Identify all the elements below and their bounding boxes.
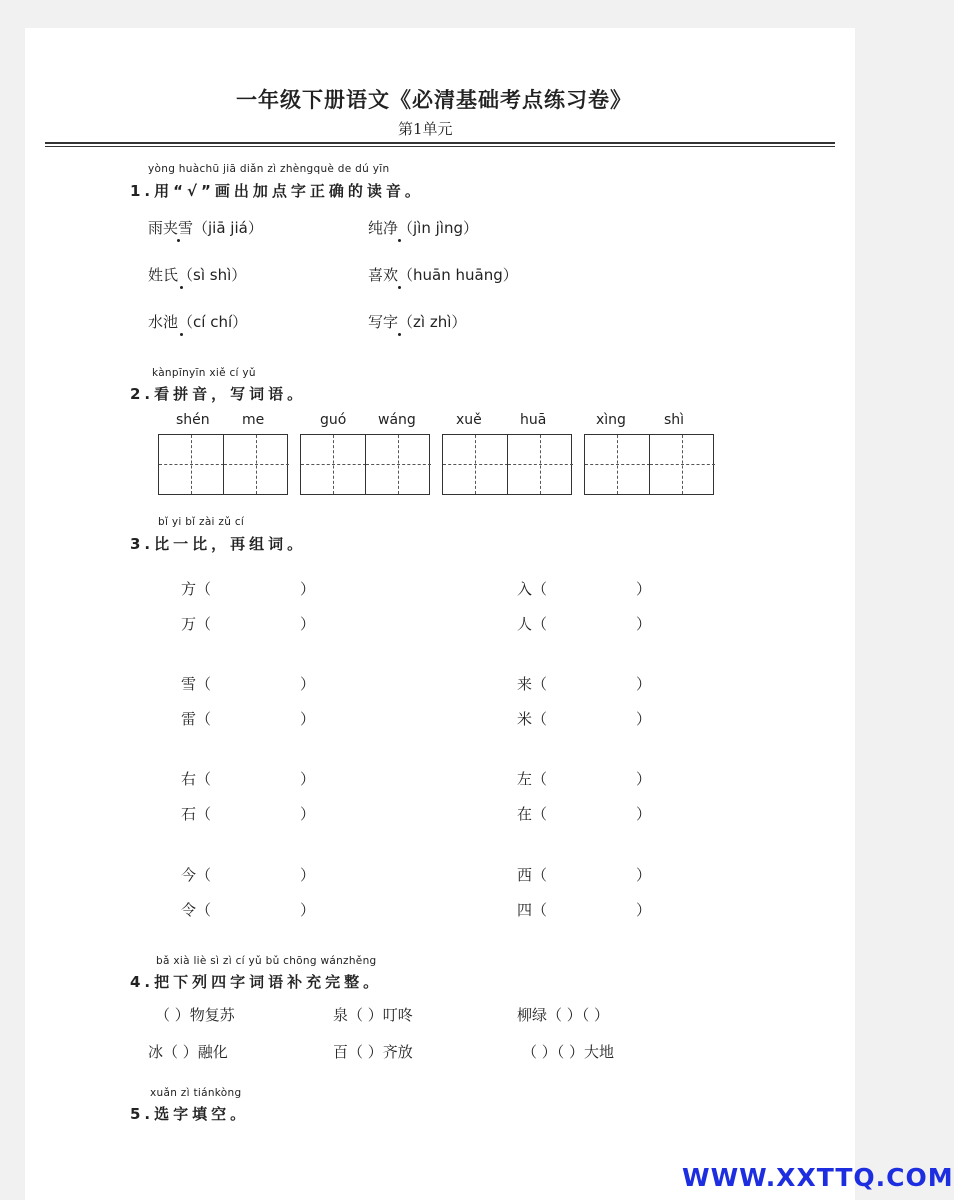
q3-char-right[interactable]: 来（: [517, 675, 548, 693]
q3-close: ）: [300, 866, 316, 884]
q1-word: 水池: [148, 313, 179, 331]
q1-item[interactable]: [148, 264, 246, 285]
q3-close: ）: [300, 901, 316, 919]
q1-item[interactable]: [368, 217, 478, 238]
emphasis-dot: [180, 286, 183, 289]
page-title: 一年级下册语文《必清基础考点练习卷》: [236, 87, 632, 112]
worksheet-page: [25, 28, 855, 1200]
q3-char-right[interactable]: 西（: [517, 866, 548, 884]
q3-char-right[interactable]: 四（: [517, 901, 548, 919]
emphasis-dot: [177, 239, 180, 242]
writing-box[interactable]: [442, 434, 572, 495]
q3-char-left[interactable]: 方（: [181, 580, 212, 598]
q1-pinyin: yòng huàchū jiā diǎn zì zhèngquè de dú yīn: [148, 163, 390, 175]
q1-heading: 1.用“√”画出加点字正确的读音。: [130, 182, 424, 200]
emphasis-dot: [398, 286, 401, 289]
q1-options: （huān huāng）: [398, 266, 518, 284]
q3-char-right[interactable]: 在（: [517, 805, 548, 823]
q4-idiom[interactable]: （ ）（ ）大地: [522, 1043, 615, 1061]
q1-item[interactable]: [368, 264, 518, 285]
q2-pinyin-word: huā: [520, 412, 547, 428]
emphasis-dot: [398, 333, 401, 336]
q3-close: ）: [300, 675, 316, 693]
q2-pinyin-word: xìng: [596, 412, 626, 428]
header-rule-thin: [45, 146, 835, 147]
q2-pinyin-word: shì: [664, 412, 685, 428]
q2-pinyin-word: me: [242, 412, 265, 428]
q3-char-left[interactable]: 万（: [181, 615, 212, 633]
q3-char-right[interactable]: 入（: [517, 580, 548, 598]
q3-close: ）: [636, 805, 652, 823]
q3-char-left[interactable]: 石（: [181, 805, 212, 823]
writing-box[interactable]: [300, 434, 430, 495]
q3-close: ）: [300, 580, 316, 598]
q3-char-right[interactable]: 左（: [517, 770, 548, 788]
q1-word: 纯净: [368, 219, 399, 237]
q3-close: ）: [636, 580, 652, 598]
q4-idiom[interactable]: 百（ ）齐放: [333, 1043, 413, 1061]
q3-char-left[interactable]: 雷（: [181, 710, 212, 728]
q4-heading: 4.把下列四字词语补充完整。: [130, 973, 383, 991]
q2-pinyin-word: wáng: [378, 412, 416, 428]
q1-item[interactable]: [368, 311, 466, 332]
q3-close: ）: [636, 866, 652, 884]
q3-close: ）: [636, 770, 652, 788]
q2-pinyin: kànpīnyīn xiě cí yǔ: [152, 367, 256, 379]
emphasis-dot: [180, 333, 183, 336]
q1-options: （jìn jìng）: [398, 219, 478, 237]
q2-heading: 2.看拼音，写词语。: [130, 385, 307, 403]
q1-word: 雨夹雪: [148, 219, 194, 237]
q2-pinyin-word: guó: [320, 412, 347, 428]
q3-heading: 3.比一比，再组词。: [130, 535, 307, 553]
q1-options: （cí chí）: [178, 313, 248, 331]
header-rule: [45, 142, 835, 144]
q3-char-right[interactable]: 米（: [517, 710, 548, 728]
q3-char-left[interactable]: 令（: [181, 901, 212, 919]
q3-char-left[interactable]: 雪（: [181, 675, 212, 693]
q1-options: （sì shì）: [178, 266, 247, 284]
q3-close: ）: [636, 901, 652, 919]
q3-pinyin: bǐ yi bǐ zài zǔ cí: [158, 516, 245, 528]
q5-heading: 5.选字填空。: [130, 1105, 250, 1123]
q1-item[interactable]: [148, 217, 263, 238]
writing-box[interactable]: [584, 434, 714, 495]
q3-close: ）: [300, 615, 316, 633]
unit-subtitle: 第1单元: [398, 120, 453, 138]
q3-char-right[interactable]: 人（: [517, 615, 548, 633]
q3-char-left[interactable]: 今（: [181, 866, 212, 884]
q4-pinyin: bǎ xià liè sì zì cí yǔ bǔ chōng wánzhěng: [156, 955, 377, 967]
writing-box[interactable]: [158, 434, 288, 495]
q1-item[interactable]: [148, 311, 247, 332]
q1-word: 喜欢: [368, 266, 399, 284]
q3-close: ）: [636, 710, 652, 728]
emphasis-dot: [398, 239, 401, 242]
q5-pinyin: xuǎn zì tiánkòng: [150, 1087, 242, 1099]
q2-pinyin-word: shén: [176, 412, 210, 428]
q1-word: 姓氏: [148, 266, 179, 284]
q1-options: （zì zhì）: [398, 313, 467, 331]
q1-options: （jiā jiá）: [193, 219, 263, 237]
q4-idiom[interactable]: 泉（ ）叮咚: [333, 1006, 413, 1024]
q4-idiom[interactable]: （ ）物复苏: [155, 1006, 235, 1024]
q3-close: ）: [300, 805, 316, 823]
q3-close: ）: [636, 615, 652, 633]
q3-close: ）: [636, 675, 652, 693]
watermark-text: WWW.XXTTQ.COM: [682, 1163, 954, 1192]
q4-idiom[interactable]: 冰（ ）融化: [148, 1043, 228, 1061]
q3-close: ）: [300, 710, 316, 728]
q2-pinyin-word: xuě: [456, 412, 482, 428]
q3-char-left[interactable]: 右（: [181, 770, 212, 788]
q1-word: 写字: [368, 313, 399, 331]
q4-idiom[interactable]: 柳绿（ ）（ ）: [517, 1006, 610, 1024]
q3-close: ）: [300, 770, 316, 788]
